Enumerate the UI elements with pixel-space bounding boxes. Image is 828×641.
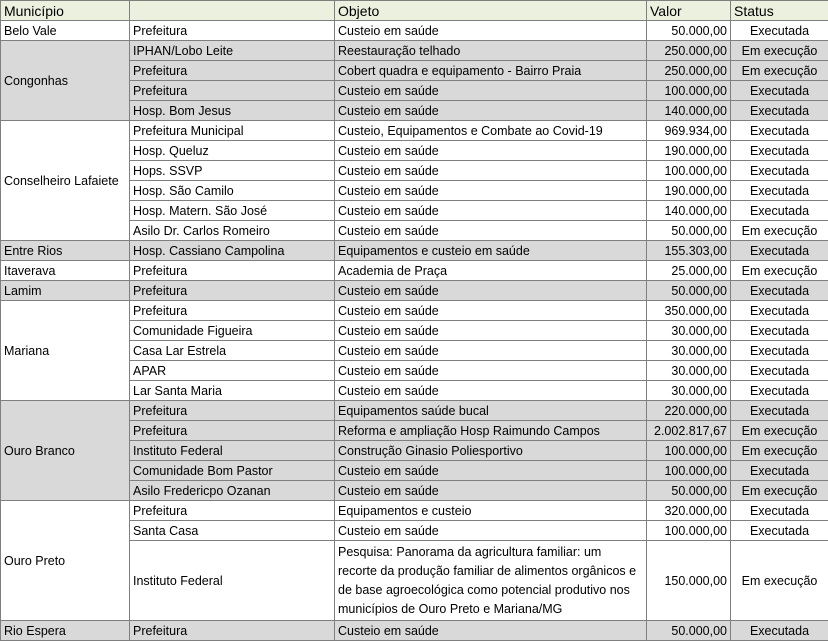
valor-cell: 50.000,00 (647, 221, 731, 241)
valor-cell: 100.000,00 (647, 461, 731, 481)
entidade-cell: Prefeitura (130, 501, 335, 521)
status-cell: Executada (731, 341, 828, 361)
objeto-cell: Cobert quadra e equipamento - Bairro Praia (335, 61, 647, 81)
objeto-cell: Equipamentos e custeio em saúde (335, 241, 647, 261)
entidade-cell: Comunidade Bom Pastor (130, 461, 335, 481)
municipio-cell: Lamim (1, 281, 130, 301)
objeto-cell: Custeio em saúde (335, 181, 647, 201)
valor-cell: 250.000,00 (647, 41, 731, 61)
entidade-cell: Instituto Federal (130, 441, 335, 461)
entidade-cell: Santa Casa (130, 521, 335, 541)
entidade-cell: Instituto Federal (130, 541, 335, 621)
valor-cell: 50.000,00 (647, 621, 731, 641)
valor-cell: 150.000,00 (647, 541, 731, 621)
municipio-cell: Rio Espera (1, 621, 130, 641)
table-row (1, 281, 828, 301)
municipio-cell: Conselheiro Lafaiete (1, 121, 130, 241)
entidade-cell: Prefeitura (130, 621, 335, 641)
objeto-cell: Construção Ginasio Poliesportivo (335, 441, 647, 461)
table-row (1, 501, 828, 521)
municipio-cell: Belo Vale (1, 21, 130, 41)
objeto-cell: Custeio em saúde (335, 361, 647, 381)
entidade-cell: Prefeitura (130, 81, 335, 101)
entidade-cell: Comunidade Figueira (130, 321, 335, 341)
status-cell: Executada (731, 321, 828, 341)
municipio-cell: Itaverava (1, 261, 130, 281)
valor-cell: 100.000,00 (647, 441, 731, 461)
valor-cell: 2.002.817,67 (647, 421, 731, 441)
objeto-cell: Custeio em saúde (335, 341, 647, 361)
entidade-cell: Prefeitura (130, 281, 335, 301)
valor-cell: 155.303,00 (647, 241, 731, 261)
entidade-cell: Hosp. São Camilo (130, 181, 335, 201)
valor-cell: 100.000,00 (647, 161, 731, 181)
valor-cell: 50.000,00 (647, 21, 731, 41)
objeto-cell: Custeio em saúde (335, 221, 647, 241)
valor-cell: 100.000,00 (647, 81, 731, 101)
entidade-cell: Prefeitura (130, 61, 335, 81)
valor-cell: 50.000,00 (647, 481, 731, 501)
entidade-cell: Hosp. Bom Jesus (130, 101, 335, 121)
status-cell: Em execução (731, 61, 828, 81)
header-row (1, 1, 828, 21)
objeto-cell: Custeio em saúde (335, 301, 647, 321)
status-cell: Em execução (731, 481, 828, 501)
objeto-cell: Custeio em saúde (335, 201, 647, 221)
status-cell: Em execução (731, 41, 828, 61)
table-row (1, 621, 828, 641)
municipio-cell: Mariana (1, 301, 130, 401)
objeto-cell: Custeio em saúde (335, 81, 647, 101)
entidade-cell: Hosp. Queluz (130, 141, 335, 161)
objeto-cell: Pesquisa: Panorama da agricultura familiar: um recorte da produção familiar de alimentos orgânicos e de base agroecológica como potencial produtivo nos municípios de Ouro Preto e Mariana/MG (335, 541, 647, 621)
status-cell: Executada (731, 241, 828, 261)
objeto-cell: Reestauração telhado (335, 41, 647, 61)
objeto-cell: Custeio em saúde (335, 101, 647, 121)
objeto-cell: Academia de Praça (335, 261, 647, 281)
status-cell: Em execução (731, 261, 828, 281)
municipio-cell: Entre Rios (1, 241, 130, 261)
valor-cell: 190.000,00 (647, 181, 731, 201)
entidade-cell: Prefeitura (130, 261, 335, 281)
status-cell: Executada (731, 101, 828, 121)
status-cell: Executada (731, 301, 828, 321)
status-cell: Executada (731, 381, 828, 401)
valor-cell: 30.000,00 (647, 381, 731, 401)
status-cell: Executada (731, 281, 828, 301)
entidade-cell: Casa Lar Estrela (130, 341, 335, 361)
entidade-cell: Hosp. Matern. São José (130, 201, 335, 221)
header-objeto: Objeto (335, 1, 647, 21)
entidade-cell: Lar Santa Maria (130, 381, 335, 401)
status-cell: Em execução (731, 221, 828, 241)
status-cell: Executada (731, 161, 828, 181)
objeto-cell: Custeio em saúde (335, 321, 647, 341)
objeto-cell: Reforma e ampliação Hosp Raimundo Campos (335, 421, 647, 441)
table-row (1, 41, 828, 61)
objeto-cell: Custeio em saúde (335, 161, 647, 181)
status-cell: Executada (731, 401, 828, 421)
objeto-cell: Custeio em saúde (335, 621, 647, 641)
valor-cell: 969.934,00 (647, 121, 731, 141)
table-row (1, 241, 828, 261)
entidade-cell: IPHAN/Lobo Leite (130, 41, 335, 61)
table-row (1, 21, 828, 41)
valor-cell: 350.000,00 (647, 301, 731, 321)
status-cell: Em execução (731, 421, 828, 441)
valor-cell: 50.000,00 (647, 281, 731, 301)
valor-cell: 100.000,00 (647, 521, 731, 541)
header-municipio: Município (1, 1, 130, 21)
status-cell: Em execução (731, 541, 828, 621)
entidade-cell: Prefeitura (130, 301, 335, 321)
entidade-cell: Hops. SSVP (130, 161, 335, 181)
entidade-cell: Prefeitura (130, 21, 335, 41)
valor-cell: 30.000,00 (647, 321, 731, 341)
objeto-cell: Custeio em saúde (335, 281, 647, 301)
header-entidade (130, 1, 335, 21)
valor-cell: 190.000,00 (647, 141, 731, 161)
status-cell: Executada (731, 141, 828, 161)
objeto-cell: Equipamentos saúde bucal (335, 401, 647, 421)
entidade-cell: Prefeitura (130, 401, 335, 421)
status-cell: Executada (731, 621, 828, 641)
status-cell: Executada (731, 361, 828, 381)
table-row (1, 261, 828, 281)
municipio-cell: Ouro Branco (1, 401, 130, 501)
objeto-cell: Custeio em saúde (335, 21, 647, 41)
valor-cell: 30.000,00 (647, 341, 731, 361)
objeto-cell: Custeio em saúde (335, 481, 647, 501)
valor-cell: 220.000,00 (647, 401, 731, 421)
table-row (1, 301, 828, 321)
objeto-cell: Custeio em saúde (335, 461, 647, 481)
entidade-cell: Prefeitura (130, 421, 335, 441)
valor-cell: 30.000,00 (647, 361, 731, 381)
valor-cell: 320.000,00 (647, 501, 731, 521)
status-cell: Executada (731, 81, 828, 101)
header-valor: Valor (647, 1, 731, 21)
entidade-cell: Asilo Fredericpo Ozanan (130, 481, 335, 501)
table-row (1, 121, 828, 141)
status-cell: Executada (731, 501, 828, 521)
objeto-cell: Custeio em saúde (335, 521, 647, 541)
status-cell: Executada (731, 21, 828, 41)
valor-cell: 140.000,00 (647, 201, 731, 221)
status-cell: Executada (731, 181, 828, 201)
entidade-cell: Asilo Dr. Carlos Romeiro (130, 221, 335, 241)
valor-cell: 250.000,00 (647, 61, 731, 81)
valor-cell: 140.000,00 (647, 101, 731, 121)
status-cell: Executada (731, 121, 828, 141)
objeto-cell: Custeio, Equipamentos e Combate ao Covid-19 (335, 121, 647, 141)
status-cell: Em execução (731, 441, 828, 461)
objeto-cell: Custeio em saúde (335, 381, 647, 401)
municipio-cell: Ouro Preto (1, 501, 130, 621)
status-cell: Executada (731, 521, 828, 541)
valor-cell: 25.000,00 (647, 261, 731, 281)
objeto-cell: Custeio em saúde (335, 141, 647, 161)
status-cell: Executada (731, 461, 828, 481)
table-row (1, 401, 828, 421)
entidade-cell: APAR (130, 361, 335, 381)
entidade-cell: Hosp. Cassiano Campolina (130, 241, 335, 261)
entidade-cell: Prefeitura Municipal (130, 121, 335, 141)
header-status: Status (731, 1, 828, 21)
objeto-cell: Equipamentos e custeio (335, 501, 647, 521)
status-cell: Executada (731, 201, 828, 221)
municipio-cell: Congonhas (1, 41, 130, 121)
